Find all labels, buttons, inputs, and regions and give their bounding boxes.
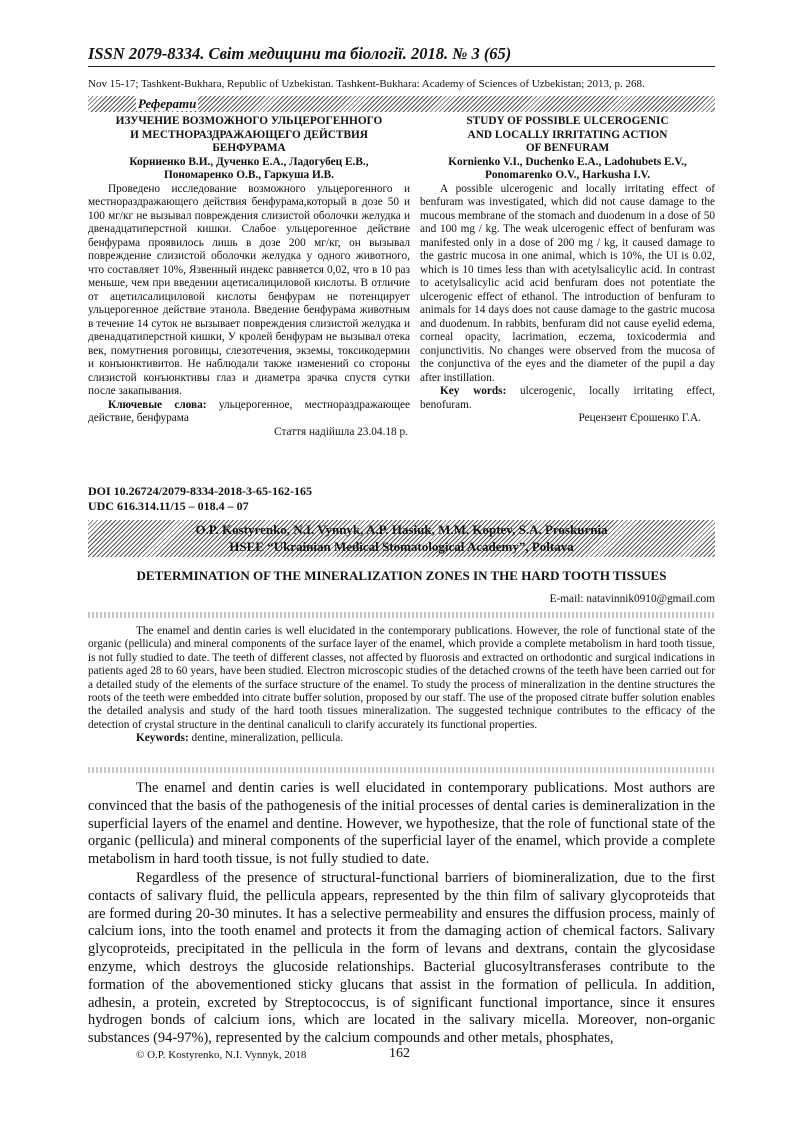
- body-paragraph: The enamel and dentin caries is well elucidated in contemporary publications. Most authors are convinced that the basis of the pathogenesis of the initial processes of dental caries is demineralization in the superficial layers of the enamel and dentine. However, we hypothesize, that the role of functional state of the organic (pellicula) and mineral components of the superficial layer of the enamel, which provide a complete metabolism in hard tooth tissue, is not fully studied to date.: [88, 780, 715, 868]
- abstract-text: The enamel and dentin caries is well elucidated in the contemporary publications. However, the role of functional state of the organic (pellicula) and mineral components of the surface layer of the enamel, which provide a complete metabolism in hard tooth tissue, is not fully studied to date. The teeth of different classes, not affected by fluorosis and extracted on orthodontic and surgical indications in patients aged 28 to 60 years, have been studied. Electron microscopic studies of the detached crowns of the teeth have been carried out for a detailed study of the elements of the surface structure of the enamel. To study the process of mineralization in the dentine structures the roots of the teeth were embedded into citrate buffer solution, proposed by our staff. The use of the proposed citrate buffer solution enables the detailed analysis and study of the hard tooth tissues mineralization. The suggested technique contributes to the efficacy of the detection of crystal structure in the dentinal canaliculi to clarify accurately its functional properties.: [88, 625, 715, 731]
- page-number: 162: [389, 1046, 410, 1061]
- article-affiliation: HSEE “Ukrainian Medical Stomatological Academy”, Poltava: [229, 538, 574, 554]
- section-label: Реферати: [138, 96, 197, 111]
- en-abstract-column: [420, 115, 715, 426]
- en-abstract-keywords: Key words: ulcerogenic, locally irritating effect, benofuram.: [420, 385, 715, 411]
- abstract-keywords: Keywords: dentine, mineralization, pellicula.: [136, 732, 344, 745]
- ru-abstract-body: Проведено исследование возможного ульцерогенного и местнораздражающего действия бенфурама,который в дозе 50 и 100 мг/кг не вызывал повреждения слизистой оболочки желудка и двенадцатиперстной кишки. Слабое ульцерогенное действие бенфурама проявилось лишь в дозе 200 мг/кг, он вызывал повреждение слизистой оболочки желудка у одного животного, что составляет 10%, Язвенный индекс равняется 0,02, что в 10 раз меньше, чем при введении ацетисалициловой кислоты. В отличие от ацетилсалициловой кислоты бенфурам не потенцирует ульцерогенное действие этанола. Введение бенфурама животным в течение 14 суток не вызывает повреждения слизистой желудка и двенадцатиперстной кишки, У кролей бенфурам не вызывал отека век, помутнения роговицы, слезотечения, экземы, токсикодермии и конъюнктивитов. Не наблюдали также изменений со стороны слизистой конъюнктивы глаз и диаметра зрачка спустя сутки после закапывания.: [88, 182, 410, 397]
- en-abstract-body: A possible ulcerogenic and locally irritating effect of benfuram was investigated, which did not cause damage to the mucous membrane of the stomach and duodenum in a dose of 50 and 100 mg / kg. The weak ulcerogenic effect of benfuram was manifested only in a dose of 200 mg / kg, it caused damage to the gastric mucosa in one animal, which is 10%, the UI is 0.02, which is 10 times less than with acetylsalicylic acid. In contrast to acetylsalicylic acid acid benfuram does not potentiate the ulcerogenic effect of ethanol. The introduction of benfuram to animals for 14 days does not cause damage to the gastric mucosa and duodenum. In rabbits, benfuram did not cause eyelid edema, corneal opacity, lacrimation, eczema, toxicodermia and conjunctivitis. No changes were observed from the mucosa of the conjunctiva of the eyes and the diameter of the pupil a day after instillation.: [420, 182, 715, 384]
- udc: UDC 616.314.11/15 – 018.4 – 07: [88, 499, 249, 513]
- ru-abstract-title: ИЗУЧЕНИЕ ВОЗМОЖНОГО УЛЬЦЕРОГЕННОГО И МЕСТНОРАЗДРАЖАЮЩЕГО ДЕЙСТВИЯ БЕНФУРАМА: [115, 115, 383, 154]
- body-paragraph: Regardless of the presence of structural-functional barriers of biomineralization, due to the first contacts of salivary fluid, the pellicula appears, represented by the thin film of salivary glycoproteids that are formed during 20-30 minutes. It has a selective permeability and ensures the diffusion process, mainly of calcium ions, into the tooth enamel and protects it from the damaging action of chemical factors. Salivary glycoproteids, precipitated in the pellicula in the form of levans and dextrans, contain the glycosidase enzyme, which destroys the glucoside relationships. Bacterial glucosyltransferases contribute to the formation of the abovementioned sticky glucans that assist in the formation of pellicula. In addition, adhesin, a protein, excreted by Streptococcus, is of significant functional importance, since it ensures hydrogen bonds of calcium ions, which are located in the salivary micella. Moreover, non-organic substances (94-97%), represented by the calcium compounds and other metals, phosphates,: [88, 869, 715, 1047]
- abstract-bottom-divider: [88, 767, 715, 773]
- doi: DOI 10.26724/2079-8334-2018-3-65-162-165: [88, 484, 312, 498]
- authors-banner: [88, 522, 715, 555]
- header-rule: [88, 66, 715, 67]
- ru-abstract-keywords: Ключевые слова: ульцерогенное, местнораздражающее действие, бенфурама: [88, 398, 410, 424]
- article-abstract: [88, 625, 715, 746]
- abstract-top-divider: [88, 612, 715, 618]
- author-email: E-mail: natavinnik0910@gmail.com: [549, 593, 715, 605]
- en-abstract-reviewer: Рецензент Єрошенко Г.А.: [578, 412, 701, 424]
- running-header: ISSN 2079-8334. Світ медицини та біології. 2018. № 3 (65): [88, 44, 512, 63]
- article-title: DETERMINATION OF THE MINERALIZATION ZONES IN THE HARD TOOTH TISSUES: [136, 568, 667, 583]
- doi-block: [88, 484, 312, 514]
- footer-copyright: © O.P. Kostyrenko, N.I. Vynnyk, 2018: [136, 1049, 307, 1061]
- article-authors: O.P. Kostyrenko, N.I. Vynnyk, A.P. Hasiuk, M.M. Koptev, S.A. Proskurnia: [195, 522, 608, 537]
- ru-abstract-authors: Корниенко В.И., Дученко Е.А., Ладогубец Е.В., Пономаренко О.В., Гаркуша И.В.: [129, 155, 369, 181]
- en-abstract-title: STUDY OF POSSIBLE ULCEROGENIC AND LOCALLY IRRITATING ACTION OF BENFURAM: [466, 115, 669, 154]
- ru-abstract-column: [88, 115, 410, 439]
- article-body: [88, 780, 715, 1049]
- en-abstract-authors: Kornienko V.I., Duchenko E.A., Ladohubets E.V., Ponomarenko O.V., Harkusha I.V.: [448, 155, 687, 181]
- ru-abstract-received: Стаття надійшла 23.04.18 р.: [274, 425, 408, 438]
- reference-tail: Nov 15-17; Tashkent-Bukhara, Republic of Uzbekistan. Tashkent-Bukhara: Academy of Sciences of Uzbekistan; 2013, p. 268.: [88, 78, 645, 90]
